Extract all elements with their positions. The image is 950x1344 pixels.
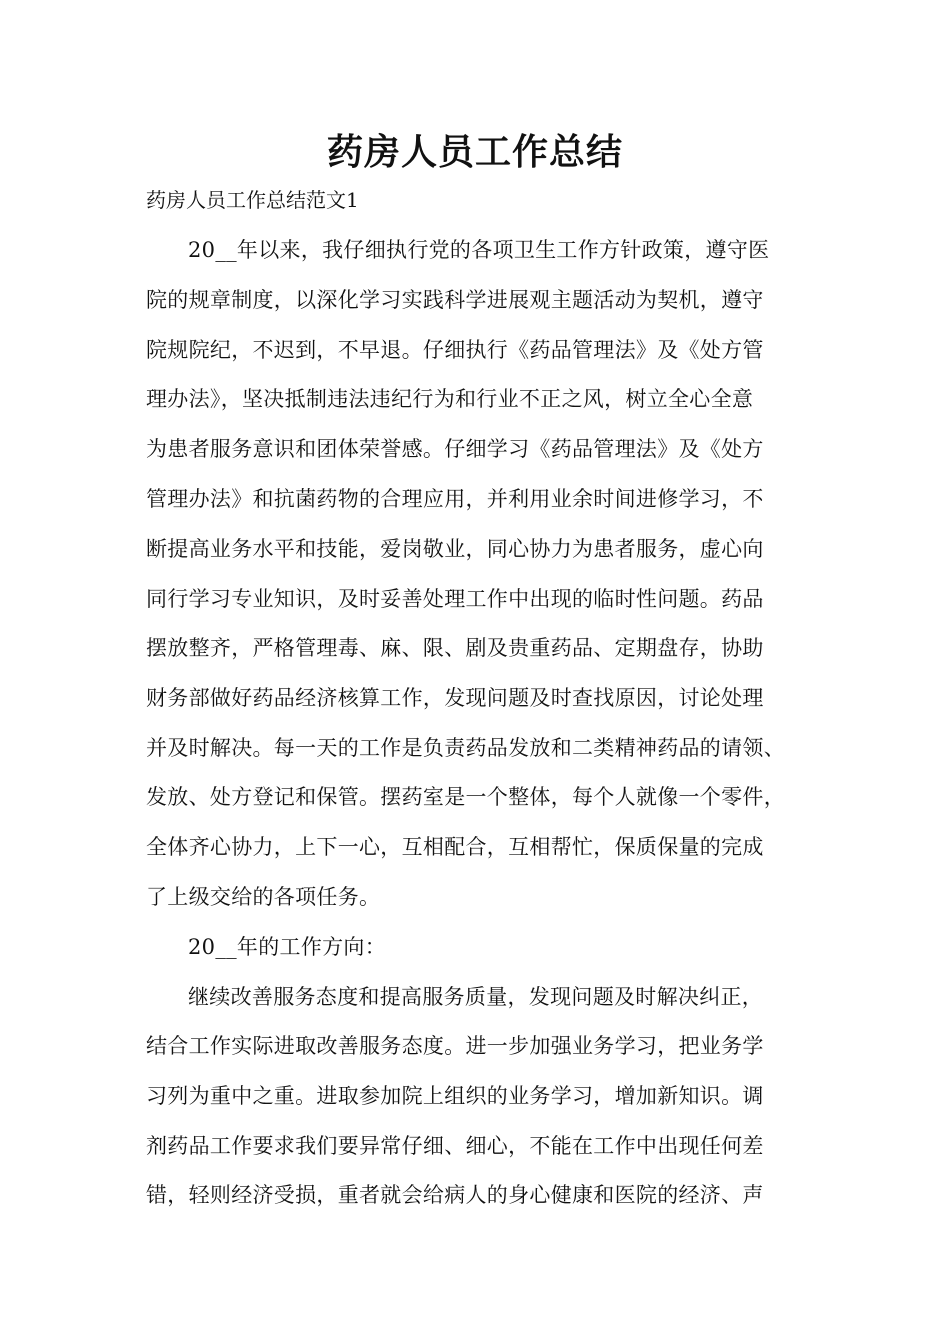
paragraph-line: 剂药品工作要求我们要异常仔细、细心，不能在工作中出现任何差 xyxy=(146,1134,764,1158)
paragraph-line: 财务部做好药品经济核算工作，发现问题及时查找原因，讨论处理 xyxy=(146,686,764,710)
paragraph-line: 并及时解决。每一天的工作是负责药品发放和二类精神药品的请领、 xyxy=(146,736,785,760)
paragraph-line: 院规院纪，不迟到，不早退。仔细执行《药品管理法》及《处方管 xyxy=(146,338,764,362)
paragraph-line: 20__年以来，我仔细执行党的各项卫生工作方针政策，遵守医 xyxy=(188,238,770,262)
paragraph-line: 为患者服务意识和团体荣誉感。仔细学习《药品管理法》及《处方 xyxy=(146,437,764,461)
paragraph-line: 摆放整齐，严格管理毒、麻、限、剧及贵重药品、定期盘存，协助 xyxy=(146,636,764,660)
paragraph-line: 继续改善服务态度和提高服务质量，发现问题及时解决纠正， xyxy=(188,985,764,1009)
paragraph-line: 发放、处方登记和保管。摆药室是一个整体，每个人就像一个零件， xyxy=(146,785,785,809)
paragraph-line: 错，轻则经济受损，重者就会给病人的身心健康和医院的经济、声 xyxy=(146,1183,764,1207)
paragraph-line: 结合工作实际进取改善服务态度。进一步加强业务学习，把业务学 xyxy=(146,1034,764,1058)
document-title: 药房人员工作总结 xyxy=(326,132,623,173)
paragraph-line: 断提高业务水平和技能，爱岗敬业，同心协力为患者服务，虚心向 xyxy=(146,537,764,561)
paragraph-line: 管理办法》和抗菌药物的合理应用，并利用业余时间进修学习，不 xyxy=(146,487,764,511)
paragraph-line: 习列为重中之重。进取参加院上组织的业务学习，增加新知识。调 xyxy=(146,1084,764,1108)
paragraph-line: 了上级交给的各项任务。 xyxy=(146,885,381,909)
document-subtitle: 药房人员工作总结范文1 xyxy=(146,188,359,212)
paragraph-line: 院的规章制度，以深化学习实践科学进展观主题活动为契机，遵守 xyxy=(146,288,764,312)
section-heading: 20__年的工作方向： xyxy=(188,935,387,959)
paragraph-line: 同行学习专业知识，及时妥善处理工作中出现的临时性问题。药品 xyxy=(146,587,764,611)
paragraph-line: 理办法》，坚决抵制违法违纪行为和行业不正之风，树立全心全意 xyxy=(146,387,754,411)
paragraph-line: 全体齐心协力，上下一心，互相配合，互相帮忙，保质保量的完成 xyxy=(146,835,764,859)
